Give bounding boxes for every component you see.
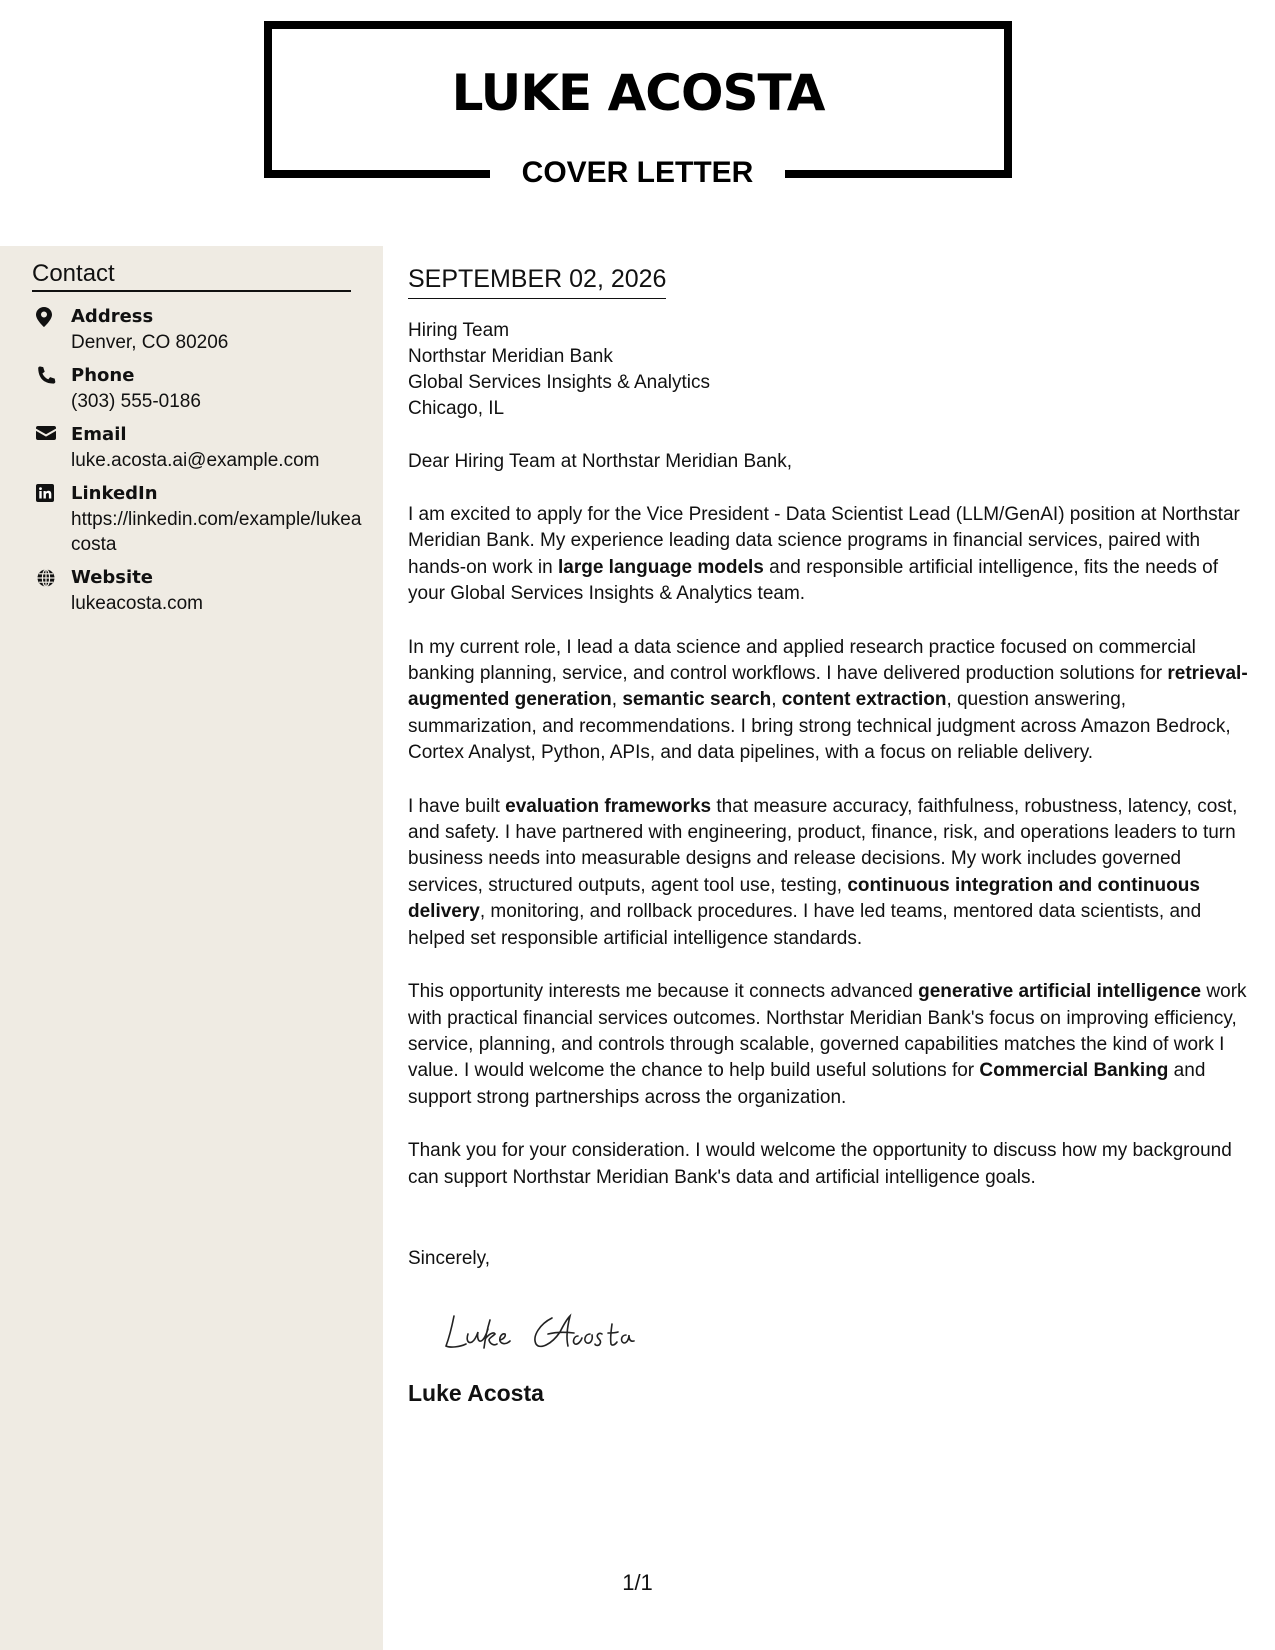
contact-label: LinkedIn — [71, 483, 158, 504]
linkedin-icon — [32, 481, 71, 557]
emphasized-phrase: evaluation frameworks — [505, 795, 712, 817]
letter-paragraph: In my current role, I lead a data science and applied research practice focused on commercial banking planning, service, and control workflows. I have delivered production solutions for retrieval-augmented generation, semantic search, content extraction, question answering, summarization, and recommendations. I bring strong technical judgment across Amazon Bedrock, Cortex Analyst, Python, APIs, and data pipelines, with a focus on reliable delivery. — [408, 636, 1248, 764]
map-pin-icon — [32, 304, 71, 355]
letter-date: SEPTEMBER 02, 2026 — [408, 262, 666, 299]
emphasized-phrase: content extraction — [781, 689, 947, 711]
salutation: Dear Hiring Team at Northstar Meridian Bank, — [408, 451, 793, 472]
website-value[interactable]: lukeacosta.com — [71, 593, 204, 614]
contact-item-email — [32, 422, 362, 473]
letter-body — [408, 262, 1248, 1408]
phone-value: (303) 555-0186 — [71, 391, 201, 412]
recipient-line: Global Services Insights & Analytics — [408, 372, 711, 393]
contact-item-address — [32, 304, 362, 355]
contact-item-linkedin — [32, 481, 362, 557]
emphasized-phrase: semantic search — [622, 689, 772, 711]
contact-label: Email — [71, 424, 127, 445]
email-value[interactable]: luke.acosta.ai@example.com — [71, 450, 320, 471]
letter-paragraph: Thank you for your consideration. I would welcome the opportunity to discuss how my background can support Northstar Meridian Bank's data and artificial intelligence goals. — [408, 1140, 1232, 1188]
letter-paragraph: I am excited to apply for the Vice President - Data Scientist Lead (LLM/GenAI) position at Northstar Meridian Bank. My experience leading data science programs in financial services, paired with hands-on work in large language models and responsible artificial intelligence, fits the needs of your Global Services Insights & Analytics team. — [408, 504, 1240, 605]
contact-label: Address — [71, 306, 154, 327]
emphasized-phrase: retrieval-augmented generation — [408, 663, 1248, 711]
letter-paragraphs — [408, 502, 1248, 1191]
handwritten-signature — [440, 1306, 1248, 1356]
envelope-icon — [32, 422, 71, 473]
linkedin-value[interactable]: https://linkedin.com/example/lukeacosta — [71, 509, 362, 555]
page-indicator: 1/1 — [622, 1570, 653, 1595]
recipient-line: Northstar Meridian Bank — [408, 346, 613, 367]
contact-list — [32, 304, 362, 624]
emphasized-phrase: Commercial Banking — [979, 1060, 1169, 1082]
phone-icon — [32, 363, 71, 414]
contact-heading: Contact — [32, 260, 351, 292]
document-type-title: COVER LETTER — [490, 150, 785, 196]
emphasized-phrase: large language models — [557, 556, 764, 578]
address-value: Denver, CO 80206 — [71, 332, 229, 353]
letter-paragraph: I have built evaluation frameworks that measure accuracy, faithfulness, robustness, latency, cost, and safety. I have partnered with engineering, product, finance, risk, and operations leaders to turn business needs into measurable designs and release decisions. My work includes governed services, structured outputs, agent tool use, testing, continuous integration and continuous delivery, monitoring, and rollback procedures. I have led teams, mentored data scientists, and helped set responsible artificial intelligence standards. — [408, 795, 1238, 949]
contact-sidebar — [0, 246, 383, 1650]
recipient-line: Chicago, IL — [408, 398, 505, 419]
applicant-name: LUKE ACOSTA — [451, 64, 825, 122]
signer-name: Luke Acosta — [408, 1379, 544, 1406]
contact-item-phone — [32, 363, 362, 414]
globe-icon — [32, 565, 71, 616]
contact-label: Website — [71, 567, 154, 588]
contact-item-website — [32, 565, 362, 616]
contact-label: Phone — [71, 365, 135, 386]
emphasized-phrase: continuous integration and continuous delivery — [408, 874, 1200, 923]
emphasized-phrase: generative artificial intelligence — [918, 981, 1202, 1003]
recipient-block — [408, 318, 1248, 422]
letter-paragraph: This opportunity interests me because it connects advanced generative artificial intelligence work with practical financial services outcomes. Northstar Meridian Bank's focus on improving efficiency, service, planning, and controls through scalable, governed capabilities matches the kind of work I value. I would welcome the chance to help build useful solutions for Commercial Banking and support strong partnerships across the organization. — [408, 981, 1247, 1108]
recipient-line: Hiring Team — [408, 320, 510, 341]
closing: Sincerely, — [408, 1247, 491, 1269]
